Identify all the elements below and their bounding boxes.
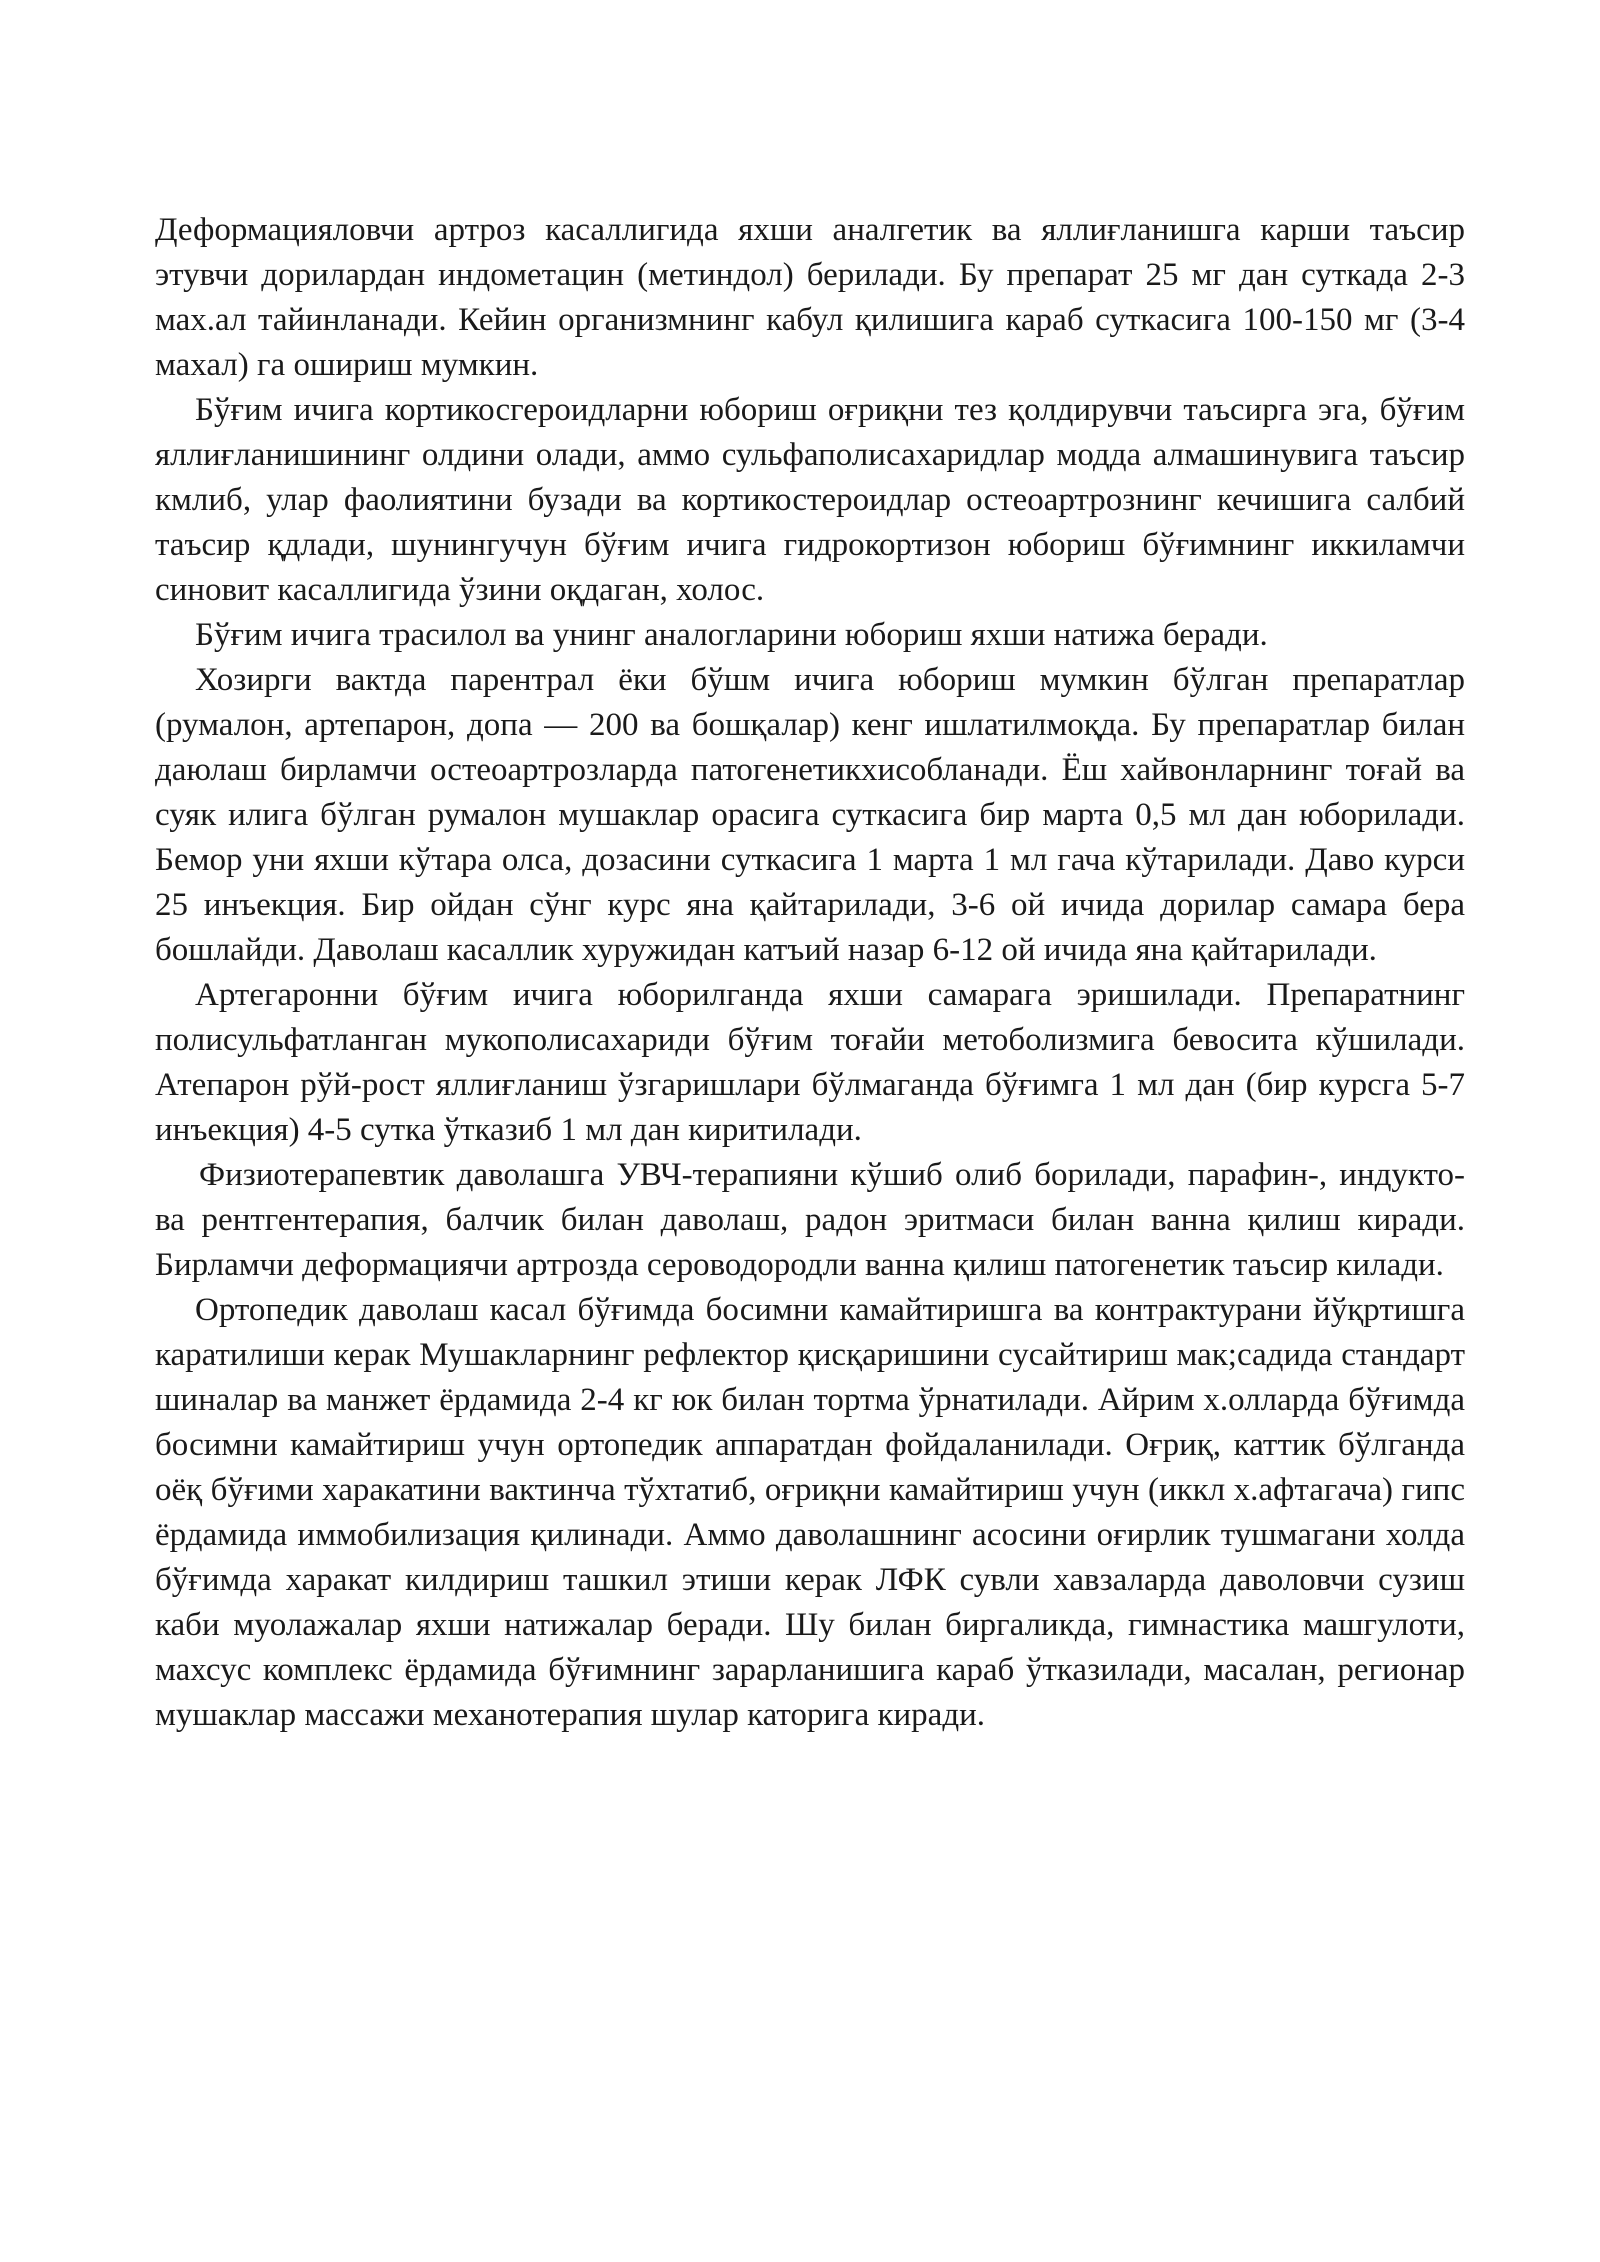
document-page [155,208,1465,1738]
paragraph-6: Физиотерапевтик даволашга УВЧ-терапияни кўшиб олиб борилади, парафин-, индукто- ва рентгентерапия, балчик билан даволаш, радон эритмаси билан ванна қилиш киради. Бирламчи деформациячи артрозда сероводородли ванна қилиш патогенетик таъсир килади. [155,1157,1465,1283]
paragraph-3: Бўғим ичига трасилол ва унинг аналогларини юбориш яхши натижа беради. [195,617,1268,653]
paragraph-1: Деформацияловчи артроз касаллигида яхши аналгетик ва яллиғланишга карши таъсир этувчи дорилардан индометацин (метиндол) берилади. Бу препарат 25 мг дан суткада 2-3 мах.ал тайинланади. Кейин организмнинг кабул қилишига караб суткасига 100-150 мг (3-4 махал) га ошириш мумкин. [155,212,1465,383]
paragraph-4: Хозирги вактда парентрал ёки бўшм ичига юбориш мумкин бўлган препаратлар (румалон, артепарон, допа — 200 ва бошқалар) кенг ишлатилмоқда. Бу препаратлар билан даюлаш бирламчи остеоартрозларда патогенетикхисобланади. Ёш хайвонларнинг тоғай ва суяк илига бўлган румалон мушаклар орасига суткасига бир марта 0,5 мл дан юборилади. Бемор уни яхши кўтара олса, дозасини суткасига 1 марта 1 мл гача кўтарилади. Даво курси 25 инъекция. Бир ойдан сўнг курс яна қайтарилади, 3-6 ой ичида дорилар самара бера бошлайди. Даволаш касаллик хуружидан катъий назар 6-12 ой ичида яна қайтарилади. [155,662,1465,968]
paragraph-5: Артегаронни бўғим ичига юборилганда яхши самарага эришилади. Препаратнинг полисульфатланган мукополисахариди бўғим тоғайи метоболизмига бевосита кўшилади. Атепарон рўй-рост яллиғланиш ўзгаришлари бўлмаганда бўғимга 1 мл дан (бир курсга 5-7 инъекция) 4-5 сутка ўтказиб 1 мл дан киритилади. [155,977,1465,1148]
paragraph-2: Бўғим ичига кортикосгероидларни юбориш оғриқни тез қолдирувчи таъсирга эга, бўғим яллиғланишининг олдини олади, аммо сульфаполисахаридлар модда алмашинувига таъсир кмлиб, улар фаолиятини бузади ва кортикостероидлар остеоартрознинг кечишига салбий таъсир қдлади, шунингучун бўғим ичига гидрокортизон юбориш бўғимнинг иккиламчи синовит касаллигида ўзини оқдаган, холос. [155,392,1465,608]
paragraph-7: Ортопедик даволаш касал бўғимда босимни камайтиришга ва контрактурани йўқртишга каратилиши керак Мушакларнинг рефлектор қисқаришини сусайтириш мак;садида стандарт шиналар ва манжет ёрдамида 2-4 кг юк билан тортма ўрнатилади. Айрим х.олларда бўғимда босимни камайтириш учун ортопедик аппаратдан фойдаланилади. Оғриқ, каттик бўлганда оёқ бўғими харакатини вактинча тўхтатиб, оғриқни камайтириш учун (иккл х.афтагача) гипс ёрдамида иммобилизация қилинади. Аммо даволашнинг асосини оғирлик тушмагани холда бўғимда харакат килдириш ташкил этиши керак ЛФК сувли хавзаларда даволовчи сузиш каби муолажалар яхши натижалар беради. Шу билан биргаликда, гимнастика машгулоти, махсус комплекс ёрдамида бўғимнинг зарарланишига караб ўтказилади, масалан, регионар мушаклар массажи механотерапия шулар каторига киради. [155,1292,1465,1733]
